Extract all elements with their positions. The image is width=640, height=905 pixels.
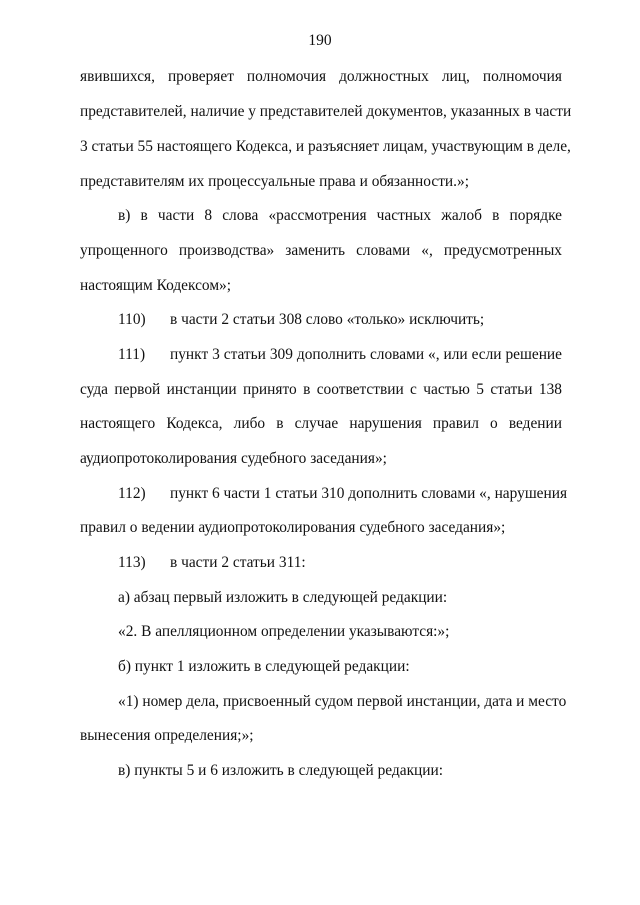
item-number: 113) — [118, 554, 146, 571]
item-text: пункт 6 части 1 статьи 310 дополнить словами «, нарушения — [170, 485, 568, 502]
text-line: аудиопротоколирования судебного заседания»; — [80, 450, 387, 467]
item-text: в части 2 статьи 311: — [170, 554, 306, 571]
numbered-item-110 — [118, 311, 562, 329]
numbered-item-111 — [118, 346, 562, 364]
text-line: правил о ведении аудиопротоколирования судебного заседания»; — [80, 519, 506, 536]
numbered-item-112 — [118, 485, 568, 503]
numbered-item-113 — [118, 554, 562, 572]
item-number: 110) — [118, 311, 146, 328]
text-line: в) пункты 5 и 6 изложить в следующей редакции: — [118, 762, 444, 779]
text-line: явившихся, проверяет полномочия должностных лиц, полномочия — [80, 68, 562, 85]
page-number: 190 — [308, 32, 332, 49]
text-line: в) в части 8 слова «рассмотрения частных жалоб в порядке — [118, 207, 562, 224]
text-line: представителей, наличие у представителей документов, указанных в части — [80, 103, 572, 120]
text-line: 3 статьи 55 настоящего Кодекса, и разъясняет лицам, участвующим в деле, — [80, 138, 571, 155]
text-line: настоящим Кодексом»; — [80, 277, 232, 294]
text-line: «2. В апелляционном определении указываются:»; — [118, 623, 450, 640]
text-line: суда первой инстанции принято в соответствии с частью 5 статьи 138 — [80, 381, 562, 398]
text-line: настоящего Кодекса, либо в случае нарушения правил о ведении — [80, 415, 562, 432]
item-number: 111) — [118, 346, 146, 363]
text-line: представителям их процессуальные права и обязанности.»; — [80, 173, 469, 190]
text-line: «1) номер дела, присвоенный судом первой инстанции, дата и место — [118, 693, 567, 710]
item-number: 112) — [118, 485, 146, 502]
text-line: вынесения определения;»; — [80, 727, 254, 744]
text-line: упрощенного производства» заменить словами «, предусмотренных — [80, 242, 562, 259]
text-line: а) абзац первый изложить в следующей редакции: — [118, 589, 448, 606]
item-text: в части 2 статьи 308 слово «только» исключить; — [170, 311, 485, 328]
text-line: б) пункт 1 изложить в следующей редакции: — [118, 658, 410, 675]
item-text: пункт 3 статьи 309 дополнить словами «, или если решение — [170, 346, 562, 363]
